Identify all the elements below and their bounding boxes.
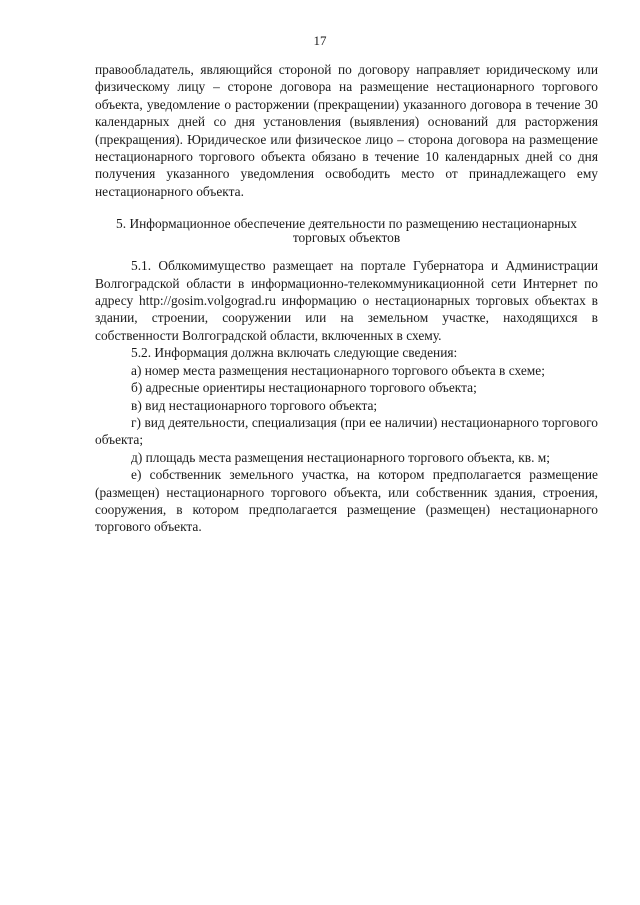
list-item-g: г) вид деятельности, специализация (при ее наличии) нестационарного торгового объекта;: [95, 414, 598, 448]
list-item-v: в) вид нестационарного торгового объекта;: [131, 397, 378, 413]
list-item-a: а) номер места размещения нестационарного торгового объекта в схеме;: [131, 362, 545, 378]
intro-paragraph: правообладатель, являющийся стороной по договору направляет юридическому или физическому лицу – стороне договора на размещение нестационарного торгового объекта, уведомление о расторжении (прекращении) указанного договора в течение 30 календарных дней со дня установления (выявления) оснований для расторжения (прекращения). Юридическое или физическое лицо – сторона договора на размещение нестационарного торгового объекта обязано в течение 10 календарных дней со дня получения указанного уведомления освободить место от принадлежащего ему нестационарного объекта.: [95, 62, 598, 199]
list-item-d: д) площадь места размещения нестационарного торгового объекта, кв. м;: [131, 449, 550, 465]
list-item-e: е) собственник земельного участка, на котором предполагается размещение (размещен) нестационарного торгового объекта, или собственник здания, строения, сооружения, в котором предполагается размещение (размещен) нестационарного торгового объекта.: [95, 467, 598, 535]
clause-5-2: 5.2. Информация должна включать следующие сведения:: [131, 345, 458, 361]
section-heading: 5. Информационное обеспечение деятельности по размещению нестационарных торговых объектов: [116, 216, 577, 246]
document-body: [95, 61, 598, 536]
clause-5-1: 5.1. Облкомимущество размещает на портале Губернатора и Администрации Волгоградской области в информационно-телекоммуникационной сети Интернет по адресу http://gosim.volgograd.ru информацию о нестационарных торговых объектах в здании, строении, сооружении или на земельном участке, находящихся в собственности Волгоградской области, включенных в схему.: [95, 258, 598, 343]
page-number: 17: [313, 33, 327, 48]
list-item-b: б) адресные ориентиры нестационарного торгового объекта;: [131, 380, 477, 396]
